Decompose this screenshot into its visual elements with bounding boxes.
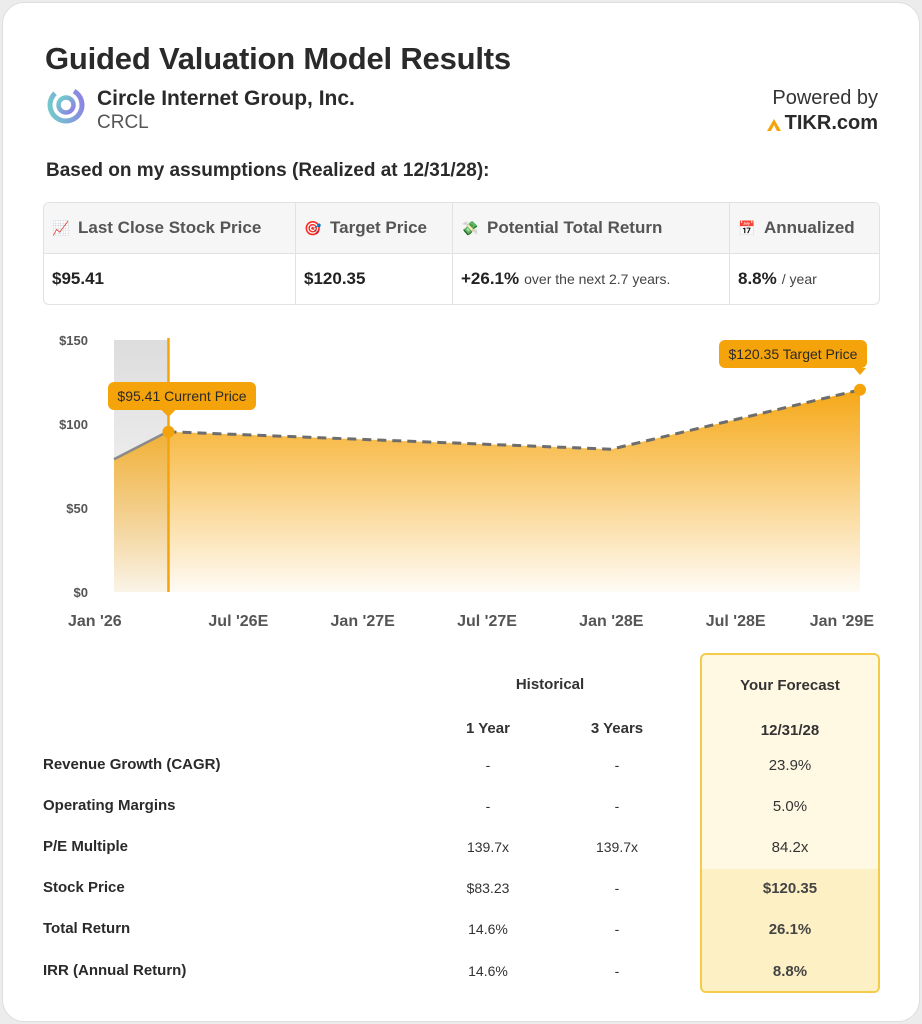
cell-forecast: 5.0% bbox=[772, 798, 808, 815]
cell-forecast: 23.9% bbox=[768, 757, 812, 774]
price-chart[interactable] bbox=[0, 320, 922, 640]
tikr-logo-icon bbox=[767, 119, 781, 131]
stat-label: Target Price bbox=[330, 218, 428, 237]
row-label: Operating Margins bbox=[43, 797, 176, 814]
cell-1-year: 14.6% bbox=[468, 921, 508, 937]
row-label: Total Return bbox=[43, 920, 131, 937]
money-wings-icon: 💸 bbox=[461, 219, 479, 236]
page-title: Guided Valuation Model Results bbox=[45, 41, 511, 76]
company-logo-icon bbox=[46, 85, 86, 125]
stat-subtext: over the next 2.7 years. bbox=[524, 271, 671, 287]
cell-forecast: $120.35 bbox=[762, 880, 818, 897]
cell-3-years: 139.7x bbox=[595, 839, 639, 855]
stat-label: Potential Total Return bbox=[487, 218, 663, 237]
cell-3-years: - bbox=[614, 757, 620, 773]
x-tick-label: Jan '27E bbox=[330, 613, 395, 630]
stat-label: Annualized bbox=[764, 218, 855, 237]
assumptions-label: Based on my assumptions (Realized at 12/31/28): bbox=[46, 160, 490, 181]
col-1-year: 1 Year bbox=[466, 720, 510, 737]
x-tick-label: Jul '27E bbox=[457, 613, 517, 630]
x-tick-label: Jan '28E bbox=[579, 613, 644, 630]
historical-header: Historical bbox=[515, 676, 585, 693]
cell-forecast: 8.8% bbox=[772, 963, 808, 980]
stat-value: +26.1% bbox=[461, 269, 520, 288]
y-tick-label: $0 bbox=[73, 585, 88, 600]
current-price-point bbox=[162, 426, 174, 438]
stat-last-close bbox=[44, 203, 296, 304]
y-tick-label: $150 bbox=[59, 333, 88, 348]
row-label: P/E Multiple bbox=[43, 838, 129, 855]
target-icon: 🎯 bbox=[304, 219, 322, 236]
stat-annualized bbox=[730, 203, 879, 304]
cell-3-years: - bbox=[614, 921, 620, 937]
calendar-icon: 📅 bbox=[738, 219, 756, 236]
row-label: Revenue Growth (CAGR) bbox=[43, 756, 221, 773]
x-tick-label: Jul '28E bbox=[705, 613, 766, 630]
stat-label: Last Close Stock Price bbox=[78, 218, 262, 237]
chart-increasing-icon: 📈 bbox=[52, 219, 70, 236]
x-tick-label: Jul '26E bbox=[208, 613, 269, 630]
stat-subtext: / year bbox=[781, 271, 817, 287]
target-tooltip-pointer bbox=[854, 368, 866, 375]
y-tick-label: $100 bbox=[59, 417, 88, 432]
current-price-label: $95.41 Current Price bbox=[117, 388, 247, 404]
cell-1-year: $83.23 bbox=[466, 880, 510, 896]
cell-1-year: 139.7x bbox=[466, 839, 510, 855]
cell-1-year: - bbox=[485, 757, 491, 773]
cell-1-year: 14.6% bbox=[468, 963, 508, 979]
stat-value: $120.35 bbox=[304, 269, 366, 288]
row-label: IRR (Annual Return) bbox=[43, 962, 187, 979]
company-ticker: CRCL bbox=[97, 112, 149, 133]
cell-3-years: - bbox=[614, 798, 620, 814]
cell-3-years: - bbox=[614, 963, 620, 979]
cell-forecast: 26.1% bbox=[768, 921, 812, 938]
x-tick-label: Jan '26 bbox=[68, 613, 122, 630]
stat-total-return bbox=[453, 203, 730, 304]
target-price-label: $120.35 Target Price bbox=[728, 346, 858, 362]
x-tick-label: Jan '29E bbox=[809, 613, 874, 630]
stat-value: 8.8% bbox=[738, 269, 777, 288]
cell-forecast: 84.2x bbox=[771, 839, 809, 856]
cell-1-year: - bbox=[485, 798, 491, 814]
y-tick-label: $50 bbox=[66, 501, 88, 516]
forecast-header: Your Forecast bbox=[740, 677, 840, 694]
powered-by-label: Powered by bbox=[772, 87, 878, 109]
summary-stats bbox=[43, 202, 880, 305]
forecast-area bbox=[167, 390, 860, 592]
row-label: Stock Price bbox=[43, 879, 125, 896]
target-price-point bbox=[854, 384, 866, 396]
col-forecast-date: 12/31/28 bbox=[760, 722, 820, 739]
col-3-years: 3 Years bbox=[590, 720, 644, 737]
stat-target-price bbox=[296, 203, 453, 304]
tikr-brand-link[interactable] bbox=[767, 112, 878, 135]
forecast-column bbox=[700, 653, 880, 993]
stat-value: $95.41 bbox=[52, 269, 104, 288]
company-name: Circle Internet Group, Inc. bbox=[97, 87, 355, 110]
cell-3-years: - bbox=[614, 880, 620, 896]
tikr-brand-text: TIKR.com bbox=[784, 112, 878, 134]
